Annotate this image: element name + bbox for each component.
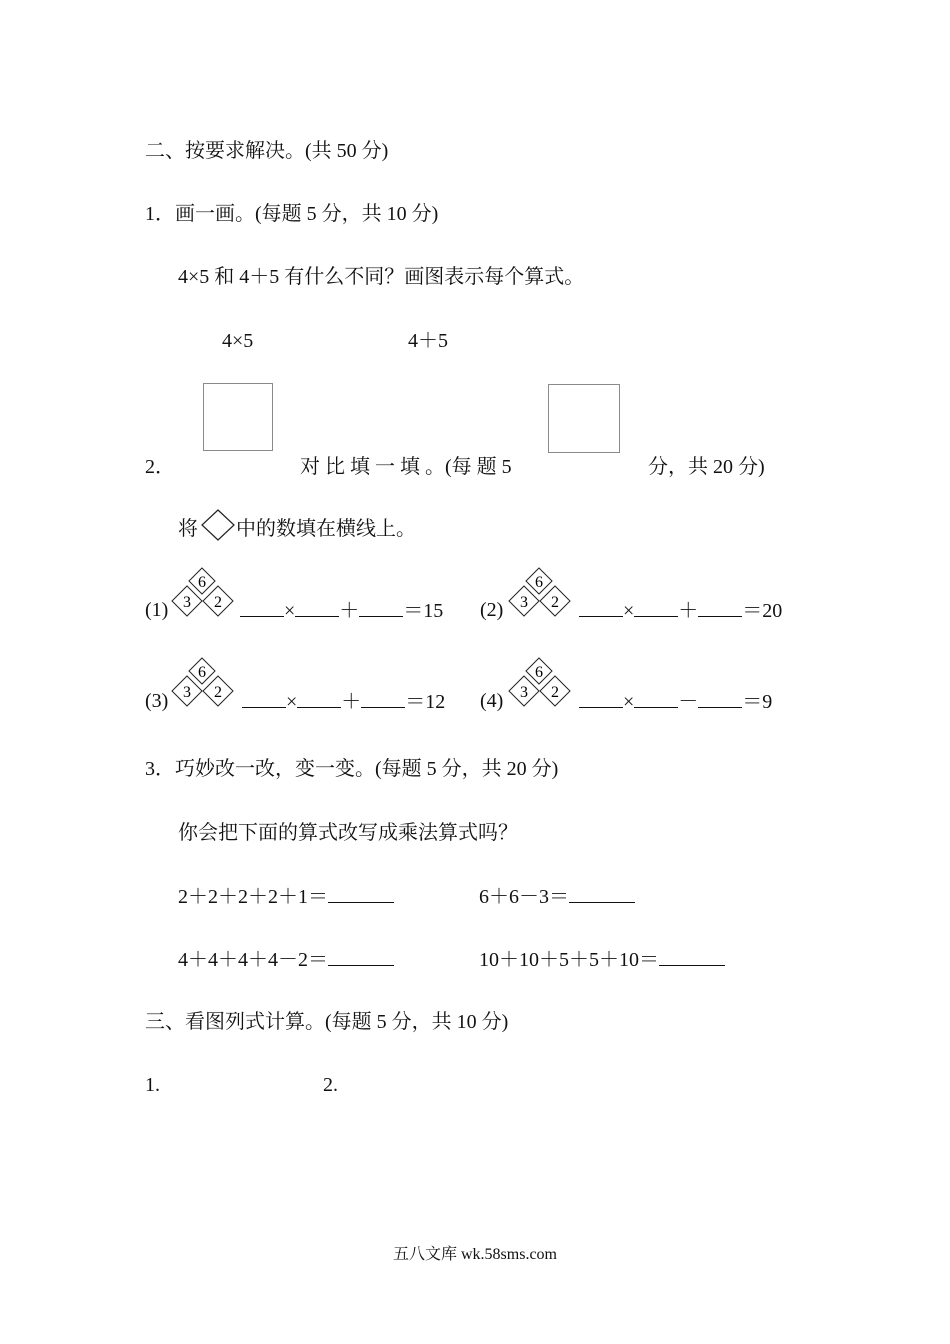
- q3-expr-1: 2＋2＋2＋2＋1＝: [178, 884, 394, 909]
- drawing-box-b: [548, 384, 620, 453]
- q2-prompt-post: 中的数填在横线上。: [236, 518, 416, 540]
- q2-title-tail: 分，共 20 分): [648, 456, 765, 478]
- number-diamonds-2: [505, 566, 575, 622]
- q3-prompt: 你会把下面的算式改写成乘法算式吗？: [178, 822, 518, 844]
- blank[interactable]: [295, 598, 339, 617]
- q1-expr-a: 4×5: [222, 330, 254, 352]
- item-1-label: (1): [145, 599, 169, 621]
- diamond-left-number: 3: [183, 684, 191, 701]
- result: ＝15: [403, 600, 444, 622]
- item-4-equation: [579, 689, 772, 714]
- operator: ×: [623, 691, 635, 713]
- footer-watermark: 五八文库 wk.58sms.com: [392, 1246, 557, 1263]
- item-2-label: (2): [480, 599, 504, 621]
- blank[interactable]: [359, 598, 403, 617]
- q2-prompt-pre: 将: [178, 518, 198, 540]
- item-2-equation: [579, 598, 782, 623]
- diamond-left-number: 3: [520, 684, 528, 701]
- result: ＝12: [405, 691, 446, 713]
- operator: ×: [623, 600, 635, 622]
- q2-title: 对 比 填 一 填 。(每 题 5: [300, 456, 512, 478]
- blank[interactable]: [634, 598, 678, 617]
- answer-blank[interactable]: [569, 884, 635, 903]
- diamond-right-number: 2: [214, 594, 222, 611]
- diamond-left-number: 3: [520, 594, 528, 611]
- diamond-right-number: 2: [214, 684, 222, 701]
- blank[interactable]: [297, 689, 341, 708]
- diamond-top-number: 6: [198, 574, 206, 591]
- q3-expr-3: 4＋4＋4＋4－2＝: [178, 947, 394, 972]
- drawing-box-a: [203, 383, 273, 451]
- operator: ＋: [339, 600, 360, 622]
- blank[interactable]: [579, 598, 623, 617]
- blank[interactable]: [242, 689, 286, 708]
- operator: ×: [286, 691, 298, 713]
- blank[interactable]: [698, 598, 742, 617]
- section-2-title: 二、按要求解决。(共 50 分): [145, 140, 389, 162]
- q1-prompt: 4×5 和 4＋5 有什么不同？画图表示每个算式。: [178, 266, 585, 288]
- blank[interactable]: [579, 689, 623, 708]
- q3-title: 3．巧妙改一改，变一变。(每题 5 分，共 20 分): [145, 758, 559, 780]
- section-3-q1: 1.: [145, 1074, 160, 1096]
- item-3-equation: [242, 689, 445, 714]
- diamond-top-number: 6: [198, 664, 206, 681]
- operator: ×: [284, 600, 296, 622]
- blank[interactable]: [634, 689, 678, 708]
- q1-expr-b: 4＋5: [408, 330, 448, 352]
- diamond-left-number: 3: [183, 594, 191, 611]
- blank[interactable]: [240, 598, 284, 617]
- q2-number: 2．: [145, 456, 175, 478]
- answer-blank[interactable]: [328, 884, 394, 903]
- section-3-q2: 2.: [323, 1074, 338, 1096]
- q3-expr-4: 10＋10＋5＋5＋10＝: [479, 947, 725, 972]
- number-diamonds-1: [168, 566, 238, 622]
- diamond-top-number: 6: [535, 664, 543, 681]
- diamond-right-number: 2: [551, 684, 559, 701]
- diamond-top-number: 6: [535, 574, 543, 591]
- result: ＝9: [742, 691, 773, 713]
- diamond-icon: [199, 508, 237, 542]
- answer-blank[interactable]: [659, 947, 725, 966]
- result: ＝20: [742, 600, 783, 622]
- blank[interactable]: [361, 689, 405, 708]
- number-diamonds-4: [505, 656, 575, 712]
- item-1-equation: [240, 598, 443, 623]
- q1-title: 1．画一画。(每题 5 分，共 10 分): [145, 203, 439, 225]
- item-3-label: (3): [145, 690, 169, 712]
- q3-expr-2: 6＋6－3＝: [479, 884, 635, 909]
- operator: ＋: [341, 691, 362, 713]
- answer-blank[interactable]: [328, 947, 394, 966]
- operator: －: [678, 691, 699, 713]
- diamond-right-number: 2: [551, 594, 559, 611]
- number-diamonds-3: [168, 656, 238, 712]
- operator: ＋: [678, 600, 699, 622]
- section-3-title: 三、看图列式计算。(每题 5 分，共 10 分): [145, 1011, 509, 1033]
- item-4-label: (4): [480, 690, 504, 712]
- blank[interactable]: [698, 689, 742, 708]
